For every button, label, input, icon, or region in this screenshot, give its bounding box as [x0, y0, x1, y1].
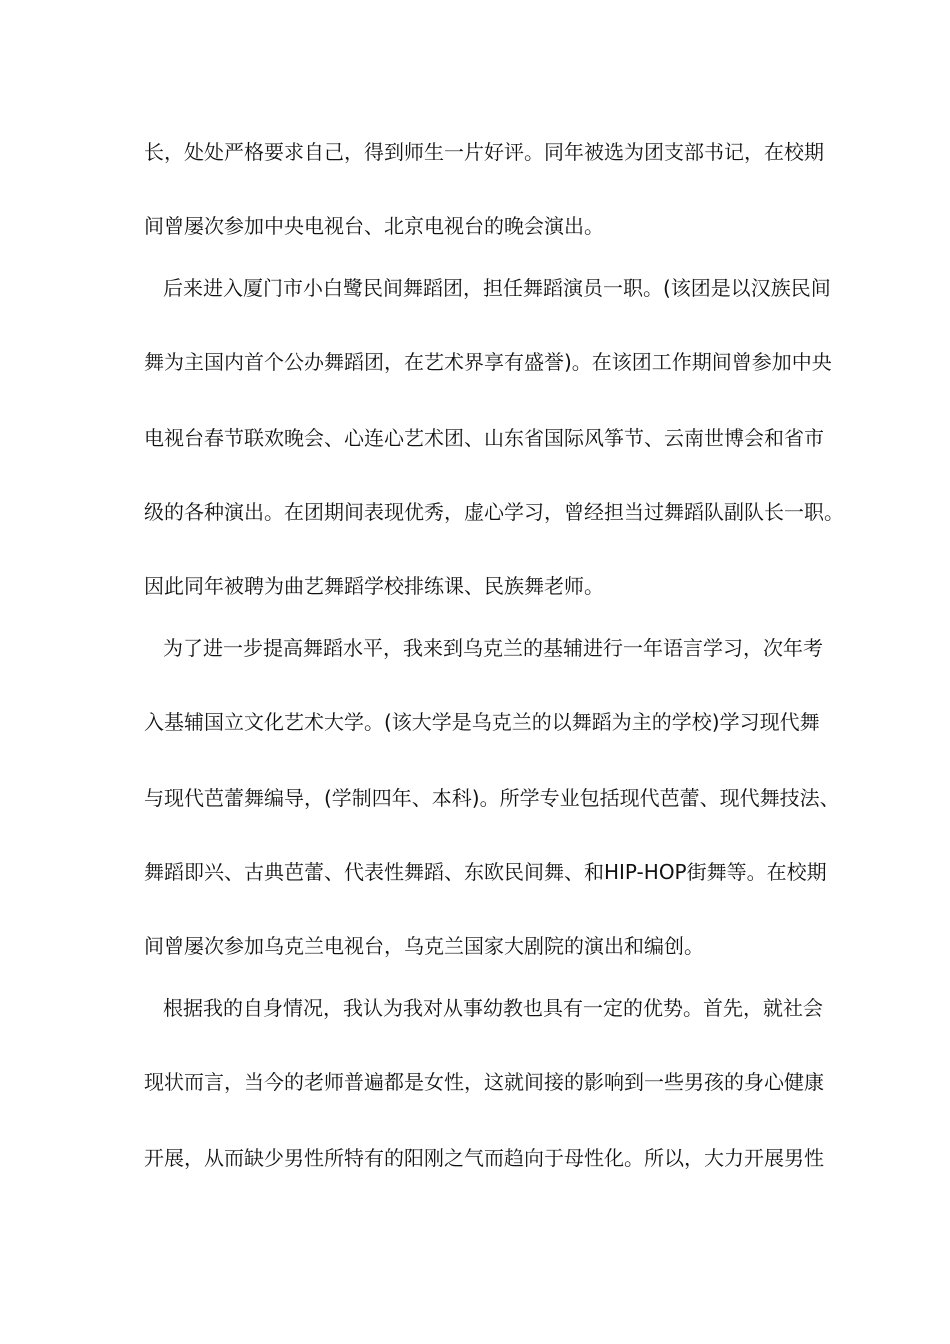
text-line: 间曾屡次参加乌克兰电视台，乌克兰国家大剧院的演出和编创。 — [144, 934, 704, 958]
paragraph-first-line: 根据我的自身情况，我认为我对从事幼教也具有一定的优势。首先，就社会 — [163, 996, 823, 1020]
paragraph-first-line: 后来进入厦门市小白鹭民间舞蹈团，担任舞蹈演员一职。(该团是以汉族民间 — [163, 276, 831, 300]
text-line: 间曾屡次参加中央电视台、北京电视台的晚会演出。 — [144, 214, 604, 238]
text-line: 电视台春节联欢晚会、心连心艺术团、山东省国际风筝节、云南世博会和省市 — [144, 426, 824, 450]
text-line: 与现代芭蕾舞编导，(学制四年、本科)。所学专业包括现代芭蕾、现代舞技法、 — [144, 786, 840, 810]
text-line: 开展，从而缺少男性所特有的阳刚之气而趋向于母性化。所以，大力开展男性 — [144, 1146, 824, 1170]
text-line: 因此同年被聘为曲艺舞蹈学校排练课、民族舞老师。 — [144, 574, 604, 598]
text-line: 现状而言，当今的老师普遍都是女性，这就间接的影响到一些男孩的身心健康 — [144, 1070, 824, 1094]
text-line: 舞为主国内首个公办舞蹈团，在艺术界享有盛誉)。在该团工作期间曾参加中央 — [144, 350, 832, 374]
text-line: 舞蹈即兴、古典芭蕾、代表性舞蹈、东欧民间舞、和HIP-HOP街舞等。在校期 — [144, 860, 827, 884]
text-line: 级的各种演出。在团期间表现优秀，虚心学习，曾经担当过舞蹈队副队长一职。 — [144, 500, 844, 524]
paragraph-first-line: 为了进一步提高舞蹈水平，我来到乌克兰的基辅进行一年语言学习，次年考 — [163, 636, 823, 660]
text-line: 入基辅国立文化艺术大学。(该大学是乌克兰的以舞蹈为主的学校)学习现代舞 — [144, 710, 820, 734]
text-line: 长，处处严格要求自己，得到师生一片好评。同年被选为团支部书记，在校期 — [144, 140, 824, 164]
